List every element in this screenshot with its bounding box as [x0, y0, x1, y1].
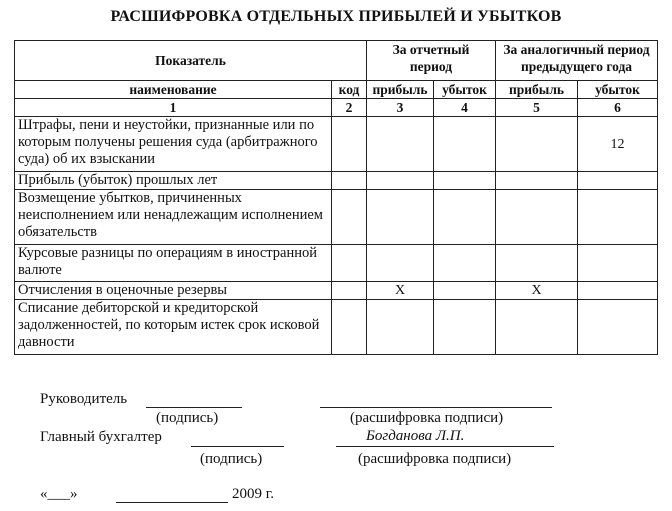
cell-profit-current	[367, 300, 434, 355]
head-signature-line	[146, 407, 242, 408]
col-number: 3	[367, 99, 434, 117]
cell-profit-previous	[496, 190, 578, 245]
table-row	[15, 190, 658, 245]
cell-loss-current	[434, 172, 496, 190]
header-reporting-period: За отчетный период	[367, 41, 496, 81]
header-profit-previous: прибыль	[496, 81, 578, 99]
row-name: Курсовые разницы по операциям в иностранной валюте	[15, 245, 332, 282]
cell-loss-previous	[578, 282, 658, 300]
cell-profit-previous	[496, 245, 578, 282]
table-row	[15, 300, 658, 355]
header-loss-previous: убыток	[578, 81, 658, 99]
head-signature-caption: (подпись)	[156, 410, 219, 426]
column-number-row	[15, 99, 658, 117]
row-code	[332, 282, 367, 300]
row-code	[332, 117, 367, 172]
document-title: РАСШИФРОВКА ОТДЕЛЬНЫХ ПРИБЫЛЕЙ И УБЫТКОВ	[110, 8, 562, 25]
table-header-row-1	[15, 41, 658, 81]
col-number: 4	[434, 99, 496, 117]
cell-profit-current	[367, 172, 434, 190]
header-name: наименование	[15, 81, 332, 99]
accountant-decoding-caption: (расшифровка подписи)	[358, 451, 512, 467]
accountant-decoding-line	[336, 446, 554, 447]
table-row	[15, 245, 658, 282]
cell-profit-current	[367, 245, 434, 282]
row-name: Прибыль (убыток) прошлых лет	[15, 172, 332, 190]
cell-loss-current	[434, 190, 496, 245]
cell-profit-previous	[496, 172, 578, 190]
cell-loss-previous	[578, 190, 658, 245]
cell-loss-previous	[578, 172, 658, 190]
cell-profit-previous	[496, 300, 578, 355]
table-row	[15, 282, 658, 300]
cell-loss-current	[434, 245, 496, 282]
cell-profit-previous	[496, 117, 578, 172]
accountant-signature-line	[191, 446, 284, 447]
cell-profit-previous: Х	[496, 282, 578, 300]
header-code: код	[332, 81, 367, 99]
date-year: 2009 г.	[232, 486, 274, 502]
row-name: Возмещение убытков, причиненных неисполнением или ненадлежащим исполнением обязательств	[15, 190, 332, 245]
header-loss-current: убыток	[434, 81, 496, 99]
row-code	[332, 172, 367, 190]
cell-profit-current	[367, 117, 434, 172]
cell-loss-current	[434, 117, 496, 172]
row-name: Штрафы, пени и неустойки, признанные или по которым получены решения суда (арбитражного суда) об их взыскании	[15, 117, 332, 172]
table-row	[15, 117, 658, 172]
profit-loss-table	[14, 40, 658, 355]
date-month-line	[116, 502, 228, 503]
accountant-name: Богданова Л.П.	[366, 428, 465, 444]
header-profit-current: прибыль	[367, 81, 434, 99]
row-name: Отчисления в оценочные резервы	[15, 282, 332, 300]
accountant-signature-caption: (подпись)	[200, 451, 263, 467]
cell-loss-previous	[578, 300, 658, 355]
cell-loss-current	[434, 282, 496, 300]
head-decoding-caption: (расшифровка подписи)	[350, 410, 504, 426]
table-header-row-2	[15, 81, 658, 99]
cell-loss-current	[434, 300, 496, 355]
row-code	[332, 190, 367, 245]
cell-loss-previous: 12	[578, 117, 658, 172]
cell-profit-current	[367, 190, 434, 245]
head-decoding-line	[320, 407, 552, 408]
row-code	[332, 300, 367, 355]
col-number: 6	[578, 99, 658, 117]
table-row	[15, 172, 658, 190]
cell-loss-previous	[578, 245, 658, 282]
col-number: 2	[332, 99, 367, 117]
col-number: 5	[496, 99, 578, 117]
header-indicator: Показатель	[15, 41, 367, 81]
col-number: 1	[15, 99, 332, 117]
row-code	[332, 245, 367, 282]
cell-profit-current: Х	[367, 282, 434, 300]
head-label: Руководитель	[40, 391, 128, 407]
date-day: «___»	[40, 486, 78, 502]
row-name: Списание дебиторской и кредиторской задолженностей, по которым истек срок исковой давности	[15, 300, 332, 355]
accountant-label: Главный бухгалтер	[40, 429, 162, 445]
header-previous-period: За аналогичный период предыдущего года	[496, 41, 658, 81]
